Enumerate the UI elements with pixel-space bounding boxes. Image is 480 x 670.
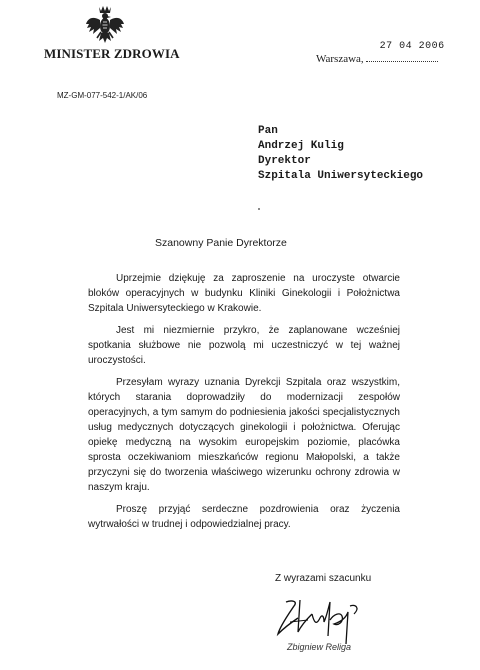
eagle-emblem-icon (85, 4, 125, 46)
closing-phrase: Z wyrazami szacunku (275, 573, 372, 584)
place-date-line (316, 41, 445, 65)
reference-number: MZ-GM-077-542-1/AK/06 (57, 91, 148, 100)
letter-body (88, 271, 400, 539)
paragraph-appreciation: Przesyłam wyrazy uznania Dyrekcji Szpitala oraz wszystkim, których starania doprowadziły do modernizacji zespołów operacyjnych, a tym samym do podniesienia jakości specjalistycznych usług medycznych dotyczących ginekologii i położnictwa. Oferując opiekę medyczną na wysokim europejskim poziomie, placówka sprosta oczekiwaniom mieszkańców regionu Małopolski, a także przyczyni się do tworzenia właściwego wizerunku ochrony zdrowia w naszym kraju. (88, 377, 400, 493)
addressee-institution: Szpitala Uniwersyteckiego (258, 170, 424, 182)
paragraph-regret: Jest mi niezmiernie przykro, że zaplanowane wcześniej spotkania służbowe nie pozwolą mi uczestniczyć w tej ważnej uroczystości. (88, 325, 400, 366)
date-field (366, 41, 445, 62)
addressee-block (258, 124, 423, 184)
paragraph-thanks: Uprzejmie dziękuję za zaproszenie na uroczyste otwarcie bloków operacyjnych w budynku Kliniki Ginekologii i Położnictwa Szpitala Uniwersyteckiego w Krakowie. (88, 273, 400, 314)
ministry-heading: MINISTER ZDROWIA (44, 46, 180, 61)
paragraph-wishes: Proszę przyjąć serdeczne pozdrowienia oraz życzenia wytrwałości w trudnej i odpowiedzialnej pracy. (88, 504, 400, 530)
salutation: Szanowny Panie Dyrektorze (155, 237, 287, 249)
addressee-title: Dyrektor (258, 155, 311, 167)
date-stamp: 27 04 2006 (379, 41, 445, 52)
scan-speck (258, 208, 260, 210)
addressee-honorific: Pan (258, 125, 278, 137)
city-label: Warszawa, (316, 53, 364, 65)
addressee-name: Andrzej Kulig (258, 140, 344, 152)
signer-name: Zbigniew Religa (287, 642, 352, 652)
